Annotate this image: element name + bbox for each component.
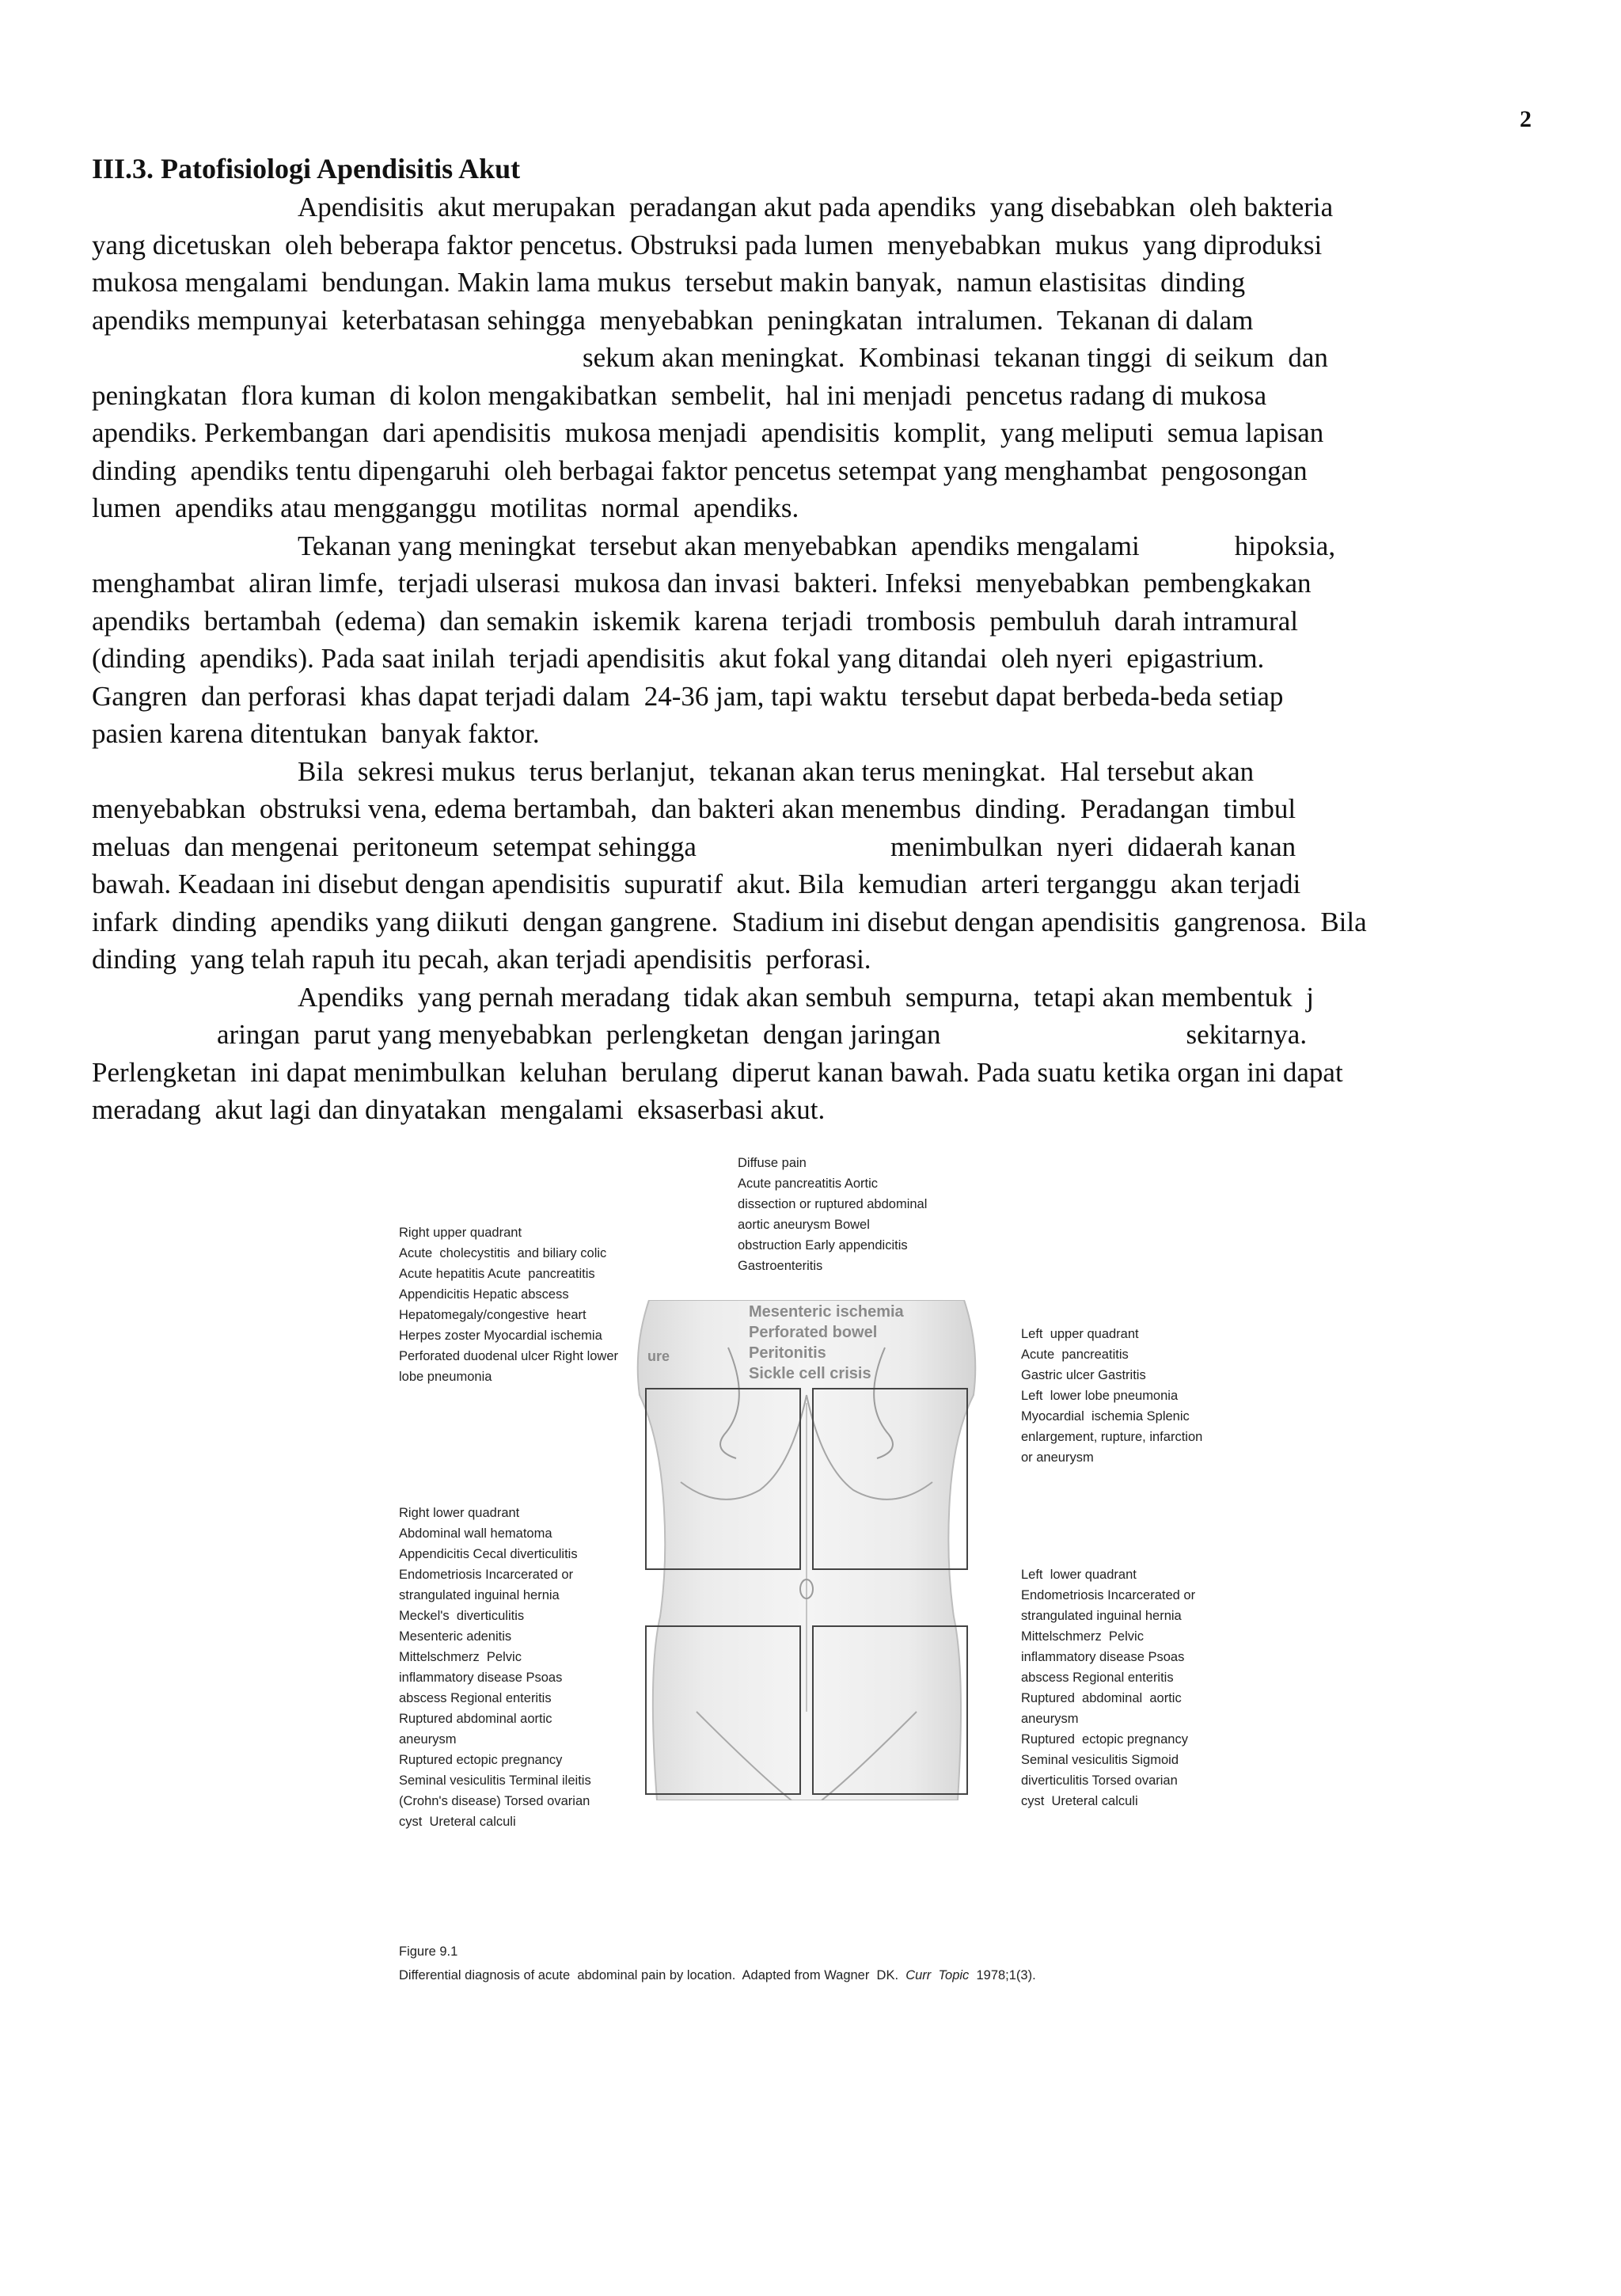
caption-citation: 1978;1(3). xyxy=(969,1968,1036,1982)
text-line: menyebabkan obstruksi vena, edema bertambah, dan bakteri akan menembus dinding. Peradangan timbul xyxy=(92,793,1296,824)
text-line: dinding apendiks tentu dipengaruhi oleh berbagai faktor pencetus setempat yang menghambat pengosongan xyxy=(92,454,1308,486)
text-line: yang dicetuskan oleh beberapa faktor pencetus. Obstruksi pada lumen menyebabkan mukus yang diproduksi xyxy=(92,229,1323,260)
center-overlay-label: Mesenteric ischemia Perforated bowel Peritonitis Sickle cell crisis xyxy=(749,1303,904,1382)
text-line: apendiks mempunyai keterbatasan sehingga menyebabkan peningkatan intralumen. Tekanan di dalam xyxy=(92,304,1254,336)
text-line: peningkatan flora kuman di kolon mengakibatkan sembelit, hal ini menjadi pencetus radang di mukosa xyxy=(92,379,1267,411)
right-lower-quadrant-label: Right lower quadrant Abdominal wall hematoma Appendicitis Cecal diverticulitis Endometriosis Incarcerated or strangulated inguinal hernia Meckel's diverticulitis Mesenteric adenitis Mittelschmerz Pelvic inflammatory disease Psoas abscess Regional enteritis Ruptured abdominal aortic aneurysm Ruptured ectopic pregnancy Seminal vesiculitis Terminal ileitis (Crohn's disease) Torsed ovarian cyst Ureteral calculi xyxy=(399,1506,591,1829)
abdomen-illustration xyxy=(633,1300,980,1800)
text-line xyxy=(92,1016,1545,1054)
text-line: Bila sekresi mukus terus berlanjut, tekanan akan terus meningkat. Hal tersebut akan xyxy=(298,755,1255,787)
right-upper-quadrant-label: Right upper quadrant Acute cholecystitis and biliary colic Acute hepatitis Acute pancreatitis Appendicitis Hepatic abscess Hepatomegaly/congestive heart Herpes zoster Myocardial ischemia Perforated duodenal ulcer Right lower lobe pneumonia xyxy=(399,1226,618,1384)
caption-text: Differential diagnosis of acute abdominal pain by location. Adapted from Wagner DK. xyxy=(399,1968,906,1982)
text-line: meradang akut lagi dan dinyatakan mengalami eksaserbasi akut. xyxy=(92,1094,826,1125)
text-fragment: meluas dan mengenai peritoneum setempat sehingga xyxy=(92,831,697,862)
text-line: pasien karena ditentukan banyak faktor. xyxy=(92,718,540,749)
torso-drawing xyxy=(633,1300,980,1800)
section-heading: III.3. Patofisiologi Apendisitis Akut xyxy=(92,153,521,184)
text-line: apendiks. Perkembangan dari apendisitis mukosa menjadi apendisitis komplit, yang meliputi semua lapisan xyxy=(92,417,1324,448)
text-line xyxy=(92,527,1545,565)
text-line: Perlengketan ini dapat menimbulkan keluhan berulang diperut kanan bawah. Pada suatu ketika organ ini dapat xyxy=(92,1056,1343,1088)
text-fragment: menimbulkan nyeri didaerah kanan xyxy=(890,831,1296,862)
text-fragment: hipoksia, xyxy=(1234,530,1336,561)
text-line: Gangren dan perforasi khas dapat terjadi dalam 24-36 jam, tapi waktu tersebut dapat berbeda-beda setiap xyxy=(92,680,1284,712)
left-upper-quadrant-label: Left upper quadrant Acute pancreatitis Gastric ulcer Gastritis Left lower lobe pneumonia Myocardial ischemia Splenic enlargement, rupture, infarction or aneurysm xyxy=(1021,1327,1203,1465)
text-line: mukosa mengalami bendungan. Makin lama mukus tersebut makin banyak, namun elastisitas dinding xyxy=(92,267,1246,298)
page-number: 2 xyxy=(1520,106,1532,132)
text-line: Apendisitis akut merupakan peradangan akut pada apendiks yang disebabkan oleh bakteria xyxy=(298,192,1334,222)
diffuse-pain-label: Diffuse pain Acute pancreatitis Aortic dissection or ruptured abdominal aortic aneurysm Bowel obstruction Early appendicitis Gastroenteritis xyxy=(738,1156,928,1273)
caption-title: Figure 9.1 xyxy=(399,1944,458,1959)
figure-caption xyxy=(399,1940,1036,1987)
text-line: infark dinding apendiks yang diikuti dengan gangrene. Stadium ini disebut dengan apendisitis gangrenosa. Bila xyxy=(92,906,1367,937)
text-line: Apendiks yang pernah meradang tidak akan sembuh sempurna, tetapi akan membentuk j xyxy=(298,981,1314,1013)
text-line: dinding yang telah rapuh itu pecah, akan terjadi apendisitis perforasi. xyxy=(92,944,871,975)
text-line: bawah. Keadaan ini disebut dengan apendisitis supuratif akut. Bila kemudian arteri terganggu akan terjadi xyxy=(92,869,1301,899)
text-fragment: Tekanan yang meningkat tersebut akan menyebabkan apendiks mengalami xyxy=(298,530,1140,561)
overlay-fragment-label: ure xyxy=(647,1348,670,1364)
text-fragment: aringan parut yang menyebabkan perlengketan dengan jaringan xyxy=(217,1019,941,1050)
text-fragment: sekitarnya. xyxy=(1186,1019,1308,1050)
caption-journal: Curr Topic xyxy=(905,1968,970,1982)
text-line: lumen apendiks atau mengganggu motilitas normal apendiks. xyxy=(92,492,799,523)
text-line: (dinding apendiks). Pada saat inilah terjadi apendisitis akut fokal yang ditandai oleh nyeri epigastrium. xyxy=(92,643,1265,674)
left-lower-quadrant-label: Left lower quadrant Endometriosis Incarcerated or strangulated inguinal hernia Mittelschmerz Pelvic inflammatory disease Psoas abscess Regional enteritis Ruptured abdominal aortic aneurysm Ruptured ectopic pregnancy Seminal vesiculitis Sigmoid diverticulitis Torsed ovarian cyst Ureteral calculi xyxy=(1021,1568,1196,1808)
text-line: apendiks bertambah (edema) dan semakin iskemik karena terjadi trombosis pembuluh darah intramural xyxy=(92,605,1298,637)
document-body xyxy=(92,152,1545,1129)
text-line: menghambat aliran limfe, terjadi ulserasi mukosa dan invasi bakteri. Infeksi menyebabkan pembengkakan xyxy=(92,568,1312,599)
text-line xyxy=(92,828,1545,866)
text-line: sekum akan meningkat. Kombinasi tekanan tinggi di seikum dan xyxy=(583,342,1328,373)
